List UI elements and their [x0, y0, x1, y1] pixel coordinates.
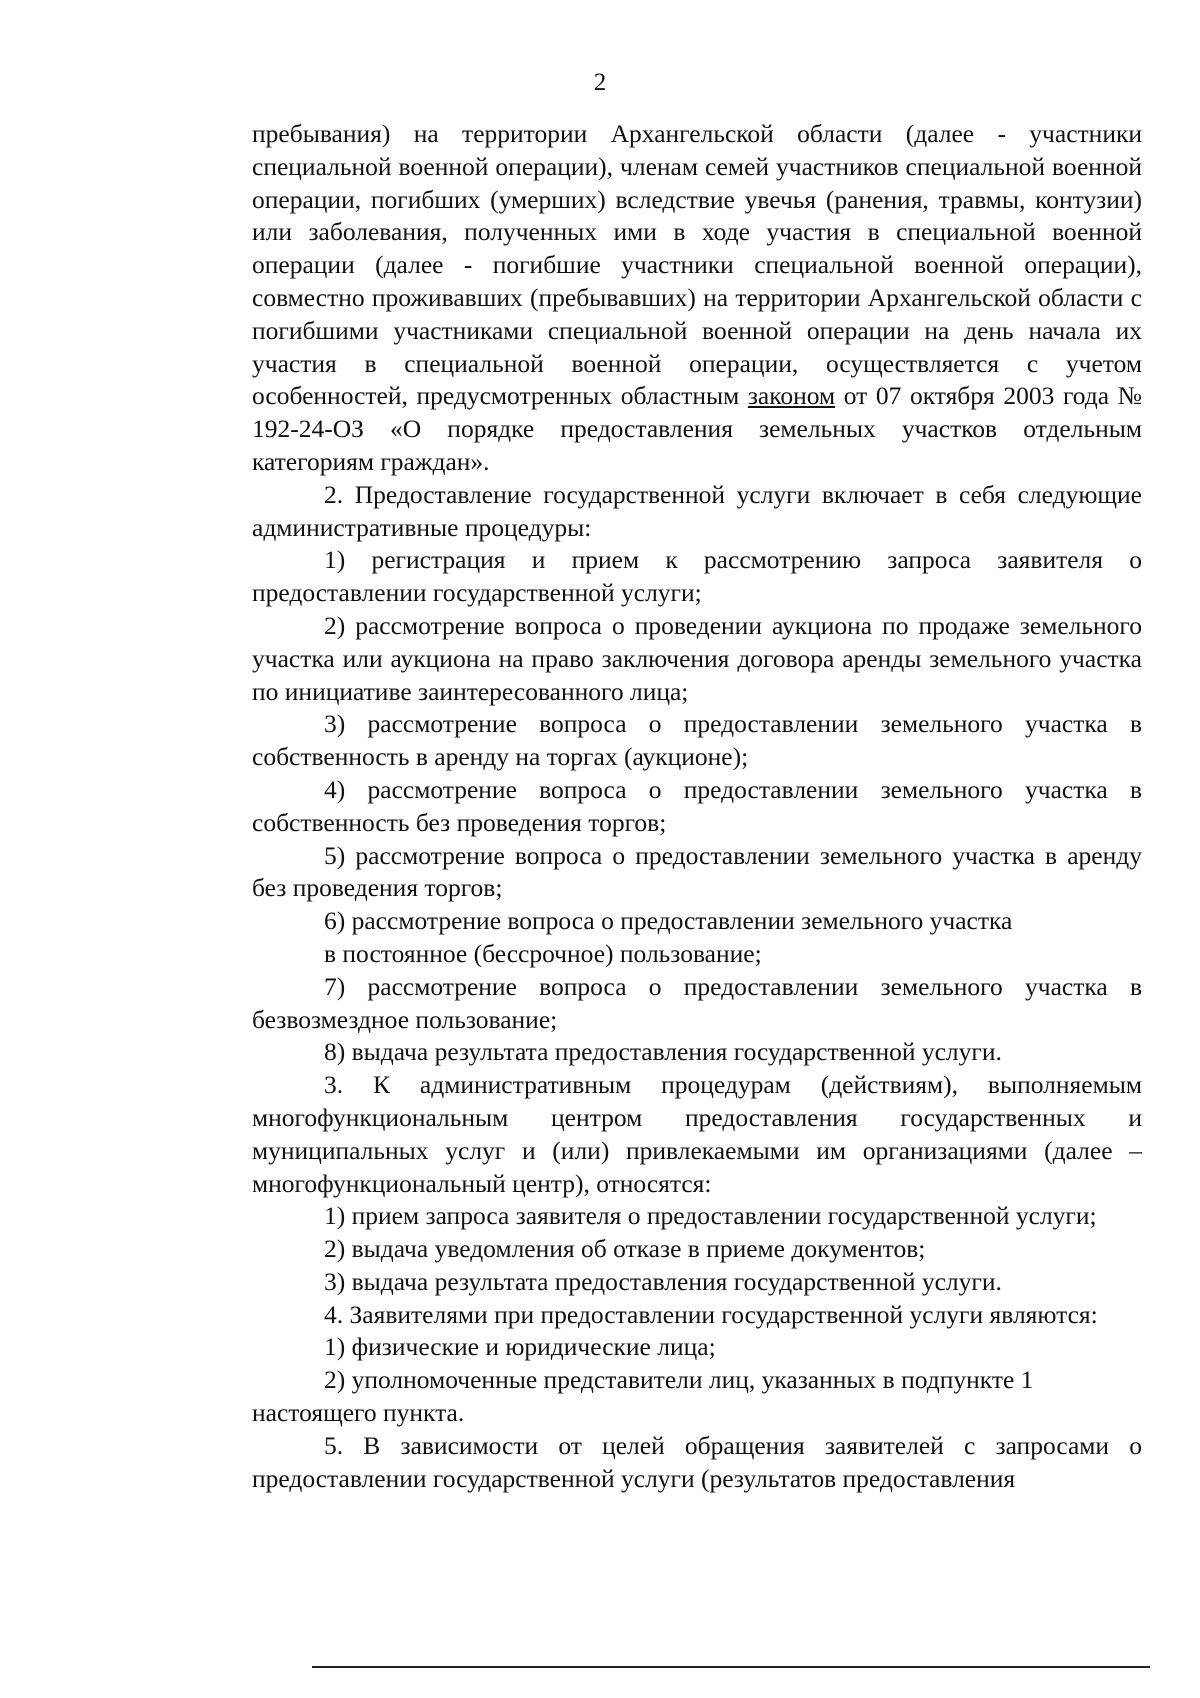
item-4: 4. Заявителями при предоставлении государственной услуги являются: — [324, 1299, 1098, 1329]
item-4-sub-2-line-2: настоящего пункта. — [252, 1398, 465, 1428]
item-4-sub-1: 1) физические и юридические лица; — [324, 1332, 716, 1362]
item-2-sub-1: 1) регистрация и прием к рассмотрению запроса заявителя о предоставлении государственной услуги; — [252, 545, 1142, 608]
item-2-sub-6-line-2: в постоянное (бессрочное) пользование; — [324, 938, 762, 968]
item-3-sub-3: 3) выдача результата предоставления государственной услуги. — [324, 1266, 1002, 1296]
item-2-sub-5: 5) рассмотрение вопроса о предоставлении земельного участка в аренду без проведения торгов; — [252, 840, 1142, 903]
item-3-sub-1: 1) прием запроса заявителя о предоставлении государственной услуги; — [324, 1201, 1097, 1231]
item-4-sub-2-line-1: 2) уполномоченные представители лиц, указанных в подпункте 1 — [324, 1365, 1034, 1395]
item-2-sub-6-line-1: 6) рассмотрение вопроса о предоставлении земельного участка — [324, 906, 1013, 936]
item-5: 5. В зависимости от целей обращения заявителей с запросами о предоставлении государственной услуги (результатов предоставления — [252, 1430, 1142, 1493]
item-3-sub-2: 2) выдача уведомления об отказе в приеме документов; — [324, 1234, 926, 1264]
item-2-sub-3: 3) рассмотрение вопроса о предоставлении земельного участка в собственность в аренду на торгах (аукционе); — [252, 709, 1142, 772]
item-2: 2. Предоставление государственной услуги включает в себя следующие административные процедуры: — [252, 479, 1142, 542]
item-2-sub-7: 7) рассмотрение вопроса о предоставлении земельного участка в безвозмездное пользование; — [252, 971, 1142, 1034]
page-number: 2 — [593, 69, 607, 96]
intro-paragraph — [252, 118, 1142, 479]
document-body — [252, 118, 1142, 1495]
item-2-sub-2: 2) рассмотрение вопроса о проведении аукциона по продаже земельного участка или аукциона на право заключения договора аренды земельного участка по инициативе заинтересованного лица; — [252, 610, 1142, 706]
bottom-rule — [312, 1666, 1150, 1668]
item-3: 3. К административным процедурам (действиям), выполняемым многофункциональным центром предоставления государственных и муниципальных услуг и (или) привлекаемыми им организациями (далее – многофункциональный центр), относятся: — [252, 1070, 1142, 1198]
intro-text: пребывания) на территории Архангельской области (далее - участники специальной военной операции), членам семей участников специальной военной операции, погибших (умерших) вследствие увечья (ранения, травмы, контузии) или заболевания, полученных ими в ходе участия в специальной военной операции (далее - погибшие участники специальной военной операции), совместно проживавших (пребывавших) на территории Архангельской области с погибшими участниками специальной военной операции на день начала их участия в специальной военной операции, осуществляется с учетом особенностей, предусмотренных областным — [252, 119, 1142, 411]
item-2-sub-8: 8) выдача результата предоставления государственной услуги. — [324, 1037, 1002, 1067]
law-link[interactable]: законом — [747, 381, 836, 411]
intro-text-end: от 07 октября 2003 года № 192-24-ОЗ «О порядке предоставления земельных участков отдельным категориям граждан». — [252, 381, 1142, 476]
item-2-sub-4: 4) рассмотрение вопроса о предоставлении земельного участка в собственность без проведения торгов; — [252, 774, 1142, 837]
